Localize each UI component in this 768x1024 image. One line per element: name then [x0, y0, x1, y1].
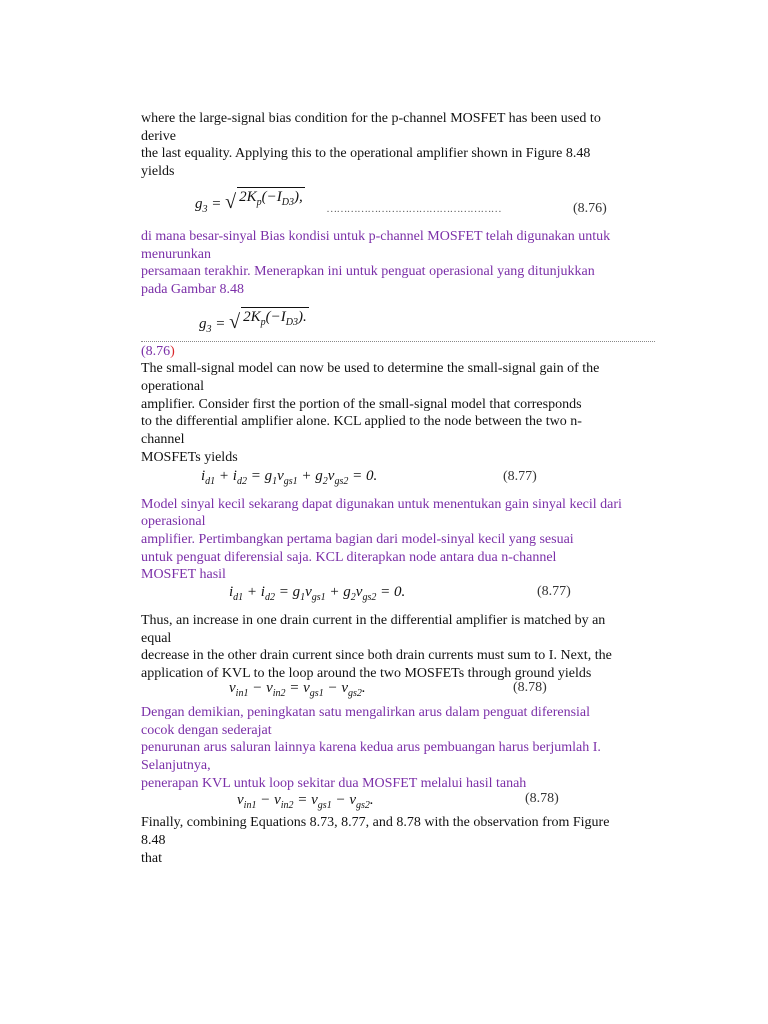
- text-line: MOSFETs yields: [141, 449, 238, 465]
- text-line: that: [141, 850, 162, 866]
- text-line: pada Gambar 8.48: [141, 281, 245, 297]
- text-line: operasional: [141, 514, 206, 530]
- equation-8-76-en: [141, 181, 661, 225]
- equation-8-77-id: [141, 584, 661, 612]
- equation-number-id: [141, 343, 661, 361]
- equation-8-77-en: [141, 467, 661, 493]
- document-page: [141, 110, 661, 868]
- paragraph-en-2: [141, 360, 661, 466]
- paragraph-en-1: [141, 110, 661, 181]
- text-line: amplifier. Consider first the portion of the small-signal model that corresponds: [141, 396, 582, 412]
- paragraph-id-2: [141, 496, 661, 585]
- equation-number: (8.76): [573, 200, 607, 216]
- text-line: to the differential amplifier alone. KCL applied to the node between the two n-: [141, 414, 582, 430]
- text-line: Finally, combining Equations 8.73, 8.77, and 8.78 with the observation from Figure: [141, 815, 610, 831]
- equation-kvl: $v_{in1} - v_{in2} = v_{gs1} - v_{gs2}$.: [237, 792, 374, 812]
- number: 8.76: [145, 343, 171, 359]
- equation-kvl: $v_{in1} - v_{in2} = v_{gs1} - v_{gs2}$.: [229, 679, 366, 699]
- text-line: menurunkan: [141, 246, 211, 262]
- text-line: MOSFET hasil: [141, 567, 226, 583]
- equation-8-76-id: [141, 299, 661, 337]
- text-line: Dengan demikian, peningkatan satu mengalirkan arus dalam penguat diferensial: [141, 704, 591, 720]
- text-line: application of KVL to the loop around the two MOSFETs through ground yields: [141, 666, 592, 682]
- text-line: decrease in the other drain current since both drain currents must sum to I. Next, the: [141, 648, 612, 664]
- text-line: operational: [141, 379, 204, 395]
- text-line: persamaan terakhir. Menerapkan ini untuk penguat operasional yang ditunjukkan: [141, 264, 595, 280]
- equation-8-78-id: [141, 792, 661, 814]
- text-line: penurunan arus saluran lainnya karena kedua arus pembuangan harus berjumlah I.: [141, 740, 601, 756]
- paragraph-en-4: [141, 814, 661, 867]
- equation-number: (8.78): [525, 791, 559, 807]
- text-line: penerapan KVL untuk loop sekitar dua MOSFET melalui hasil tanah: [141, 775, 527, 791]
- text-line: untuk penguat diferensial saja. KCL diterapkan node antara dua n-channel: [141, 549, 557, 565]
- text-line: cocok dengan sederajat: [141, 722, 272, 738]
- text-line: channel: [141, 432, 185, 448]
- equation-number: (8.78): [513, 679, 547, 695]
- equation-number: (8.77): [537, 584, 571, 600]
- equation-g3: $g_3$ = √ $2K_p(-I_{D3})$.: [199, 308, 307, 335]
- text-line: amplifier. Pertimbangkan pertama bagian dari model-sinyal kecil yang sesuai: [141, 531, 574, 547]
- text-line: The small-signal model can now be used to determine the small-signal gain of the: [141, 361, 600, 377]
- text-line: where the large-signal bias condition for the p-channel MOSFET has been used to: [141, 111, 601, 126]
- equation-g3: $g_3$ = √ $2K_p(-I_{D3})$,: [195, 188, 303, 215]
- text-line: equal: [141, 630, 172, 646]
- text-line: derive: [141, 128, 176, 144]
- equation-kcl: $i_{d1} + i_{d2} = g_1v_{gs1} + g_2v_{gs2} = 0$.: [201, 467, 378, 487]
- equation-kcl: $i_{d1} + i_{d2} = g_1v_{gs1} + g_2v_{gs2} = 0$.: [229, 584, 406, 604]
- dotted-leader: [141, 341, 655, 342]
- paragraph-id-3: [141, 704, 661, 793]
- text-line: Thus, an increase in one drain current in the differential amplifier is matched by an: [141, 613, 606, 629]
- text-line: yields: [141, 164, 175, 180]
- equation-number: (8.77): [503, 468, 537, 484]
- paren-open: (: [141, 343, 146, 359]
- text-line: Model sinyal kecil sekarang dapat digunakan untuk menentukan gain sinyal kecil dari: [141, 496, 622, 512]
- paren-close: ): [170, 343, 175, 359]
- paragraph-id-1: [141, 228, 661, 299]
- text-line: di mana besar-sinyal Bias kondisi untuk p-channel MOSFET telah digunakan untuk: [141, 228, 611, 244]
- text-line: Selanjutnya,: [141, 757, 211, 773]
- text-line: 8.48: [141, 833, 166, 849]
- paragraph-en-3: [141, 612, 661, 683]
- text-line: the last equality. Applying this to the operational amplifier shown in Figure 8.48: [141, 146, 591, 162]
- leader-dots: ……………………………………………: [327, 202, 502, 215]
- equation-8-78-en: [141, 679, 661, 700]
